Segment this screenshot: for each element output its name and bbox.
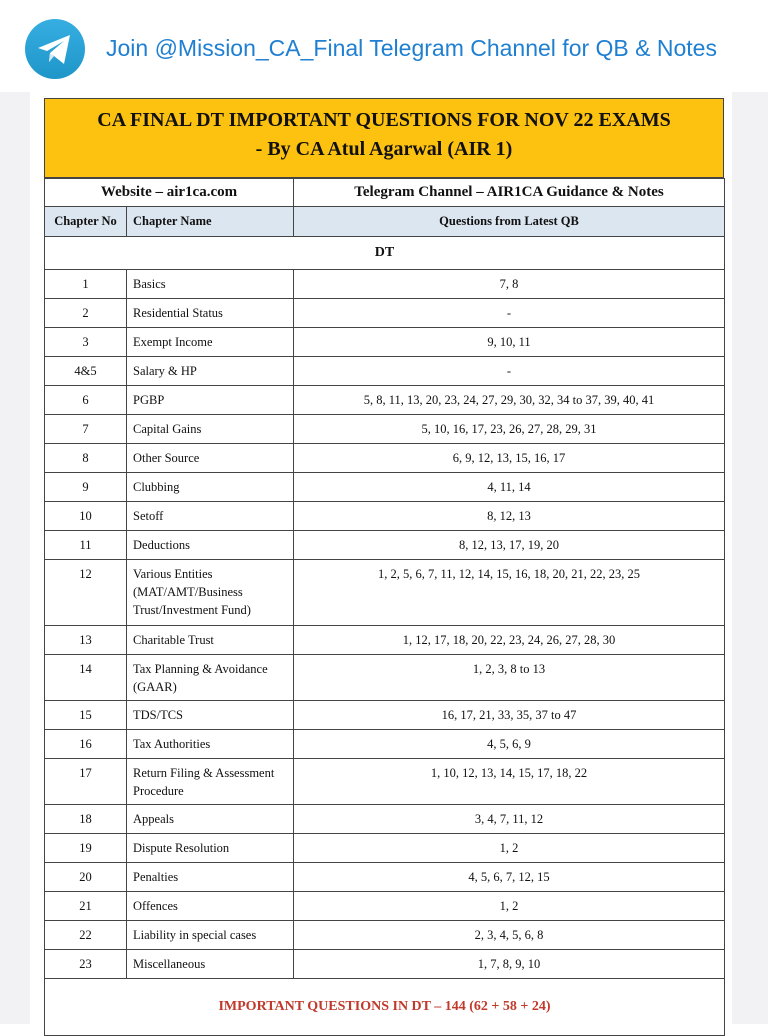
- questions-cell: -: [294, 299, 725, 328]
- chapter-no-cell: 6: [45, 386, 127, 415]
- chapter-name-cell: Deductions: [127, 531, 294, 560]
- questions-cell: 9, 10, 11: [294, 328, 725, 357]
- section-row: [45, 237, 725, 270]
- chapter-name-cell: Offences: [127, 892, 294, 921]
- telegram-label: Telegram Channel – AIR1CA Guidance & Notes: [294, 179, 725, 207]
- chapter-name-cell: Capital Gains: [127, 415, 294, 444]
- table-body: [45, 270, 725, 979]
- questions-cell: 1, 2: [294, 892, 725, 921]
- document-title: CA FINAL DT IMPORTANT QUESTIONS FOR NOV 22 EXAMS: [97, 109, 671, 131]
- column-chapter-name: Chapter Name: [127, 207, 294, 237]
- table-row: [45, 415, 725, 444]
- questions-cell: 8, 12, 13, 17, 19, 20: [294, 531, 725, 560]
- chapter-name-cell: Liability in special cases: [127, 921, 294, 950]
- chapter-name-cell: Residential Status: [127, 299, 294, 328]
- chapter-name-cell: Various Entities (MAT/AMT/Business Trust/Investment Fund): [127, 560, 294, 626]
- section-label: DT: [45, 237, 725, 270]
- footer-row: [45, 979, 725, 1036]
- table-row: [45, 701, 725, 730]
- questions-cell: 4, 11, 14: [294, 473, 725, 502]
- telegram-channel-link[interactable]: Join @Mission_CA_Final Telegram Channel for QB & Notes: [106, 35, 717, 61]
- footer-summary: IMPORTANT QUESTIONS IN DT – 144 (62 + 58 + 24): [45, 979, 725, 1036]
- table-row: [45, 531, 725, 560]
- chapter-name-cell: Penalties: [127, 863, 294, 892]
- table-row: [45, 655, 725, 701]
- chapter-no-cell: 10: [45, 502, 127, 531]
- table-row: [45, 892, 725, 921]
- questions-cell: 1, 2, 5, 6, 7, 11, 12, 14, 15, 16, 18, 20, 21, 22, 23, 25: [294, 560, 725, 626]
- chapter-no-cell: 4&5: [45, 357, 127, 386]
- questions-cell: 4, 5, 6, 7, 12, 15: [294, 863, 725, 892]
- table-row: [45, 950, 725, 979]
- telegram-icon[interactable]: [24, 18, 86, 80]
- chapter-name-cell: Dispute Resolution: [127, 834, 294, 863]
- questions-cell: 5, 10, 16, 17, 23, 26, 27, 28, 29, 31: [294, 415, 725, 444]
- chapter-no-cell: 17: [45, 759, 127, 805]
- table-row: [45, 805, 725, 834]
- chapter-no-cell: 22: [45, 921, 127, 950]
- chapter-no-cell: 12: [45, 560, 127, 626]
- chapter-name-cell: Charitable Trust: [127, 626, 294, 655]
- table-header: [45, 207, 725, 237]
- chapter-no-cell: 11: [45, 531, 127, 560]
- questions-cell: 8, 12, 13: [294, 502, 725, 531]
- chapter-no-cell: 16: [45, 730, 127, 759]
- chapter-no-cell: 15: [45, 701, 127, 730]
- document-author: - By CA Atul Agarwal (AIR 1): [255, 138, 513, 160]
- table-row: [45, 759, 725, 805]
- chapter-name-cell: Basics: [127, 270, 294, 299]
- table-row: [45, 270, 725, 299]
- questions-cell: 3, 4, 7, 11, 12: [294, 805, 725, 834]
- chapter-no-cell: 7: [45, 415, 127, 444]
- chapter-no-cell: 3: [45, 328, 127, 357]
- chapter-name-cell: Setoff: [127, 502, 294, 531]
- document-title-box: [44, 98, 724, 178]
- document-content: [44, 98, 724, 1036]
- questions-cell: 6, 9, 12, 13, 15, 16, 17: [294, 444, 725, 473]
- table-row: [45, 834, 725, 863]
- chapter-no-cell: 19: [45, 834, 127, 863]
- column-chapter-no: Chapter No: [45, 207, 127, 237]
- table-row: [45, 299, 725, 328]
- questions-cell: 2, 3, 4, 5, 6, 8: [294, 921, 725, 950]
- table-row: [45, 328, 725, 357]
- chapter-no-cell: 18: [45, 805, 127, 834]
- questions-cell: 1, 2, 3, 8 to 13: [294, 655, 725, 701]
- chapter-no-cell: 23: [45, 950, 127, 979]
- table-row: [45, 863, 725, 892]
- telegram-banner[interactable]: [0, 0, 768, 92]
- table-row: [45, 473, 725, 502]
- questions-cell: 4, 5, 6, 9: [294, 730, 725, 759]
- questions-cell: 7, 8: [294, 270, 725, 299]
- chapter-name-cell: Tax Authorities: [127, 730, 294, 759]
- questions-cell: 1, 2: [294, 834, 725, 863]
- table-row: [45, 560, 725, 626]
- questions-cell: 5, 8, 11, 13, 20, 23, 24, 27, 29, 30, 32, 34 to 37, 39, 40, 41: [294, 386, 725, 415]
- chapter-no-cell: 20: [45, 863, 127, 892]
- table-row: [45, 502, 725, 531]
- chapter-name-cell: Exempt Income: [127, 328, 294, 357]
- questions-cell: 1, 12, 17, 18, 20, 22, 23, 24, 26, 27, 28, 30: [294, 626, 725, 655]
- table-row: [45, 921, 725, 950]
- table-row: [45, 386, 725, 415]
- questions-table: [44, 178, 725, 1036]
- table-row: [45, 444, 725, 473]
- chapter-no-cell: 13: [45, 626, 127, 655]
- questions-cell: -: [294, 357, 725, 386]
- column-questions: Questions from Latest QB: [294, 207, 725, 237]
- chapter-name-cell: Clubbing: [127, 473, 294, 502]
- links-row: [45, 179, 725, 207]
- chapter-no-cell: 2: [45, 299, 127, 328]
- questions-cell: 16, 17, 21, 33, 35, 37 to 47: [294, 701, 725, 730]
- chapter-name-cell: Salary & HP: [127, 357, 294, 386]
- chapter-no-cell: 8: [45, 444, 127, 473]
- chapter-name-cell: PGBP: [127, 386, 294, 415]
- chapter-name-cell: TDS/TCS: [127, 701, 294, 730]
- chapter-name-cell: Return Filing & Assessment Procedure: [127, 759, 294, 805]
- questions-cell: 1, 10, 12, 13, 14, 15, 17, 18, 22: [294, 759, 725, 805]
- chapter-no-cell: 21: [45, 892, 127, 921]
- chapter-name-cell: Miscellaneous: [127, 950, 294, 979]
- website-label: Website – air1ca.com: [45, 179, 294, 207]
- chapter-no-cell: 14: [45, 655, 127, 701]
- chapter-no-cell: 1: [45, 270, 127, 299]
- chapter-name-cell: Appeals: [127, 805, 294, 834]
- chapter-name-cell: Tax Planning & Avoidance (GAAR): [127, 655, 294, 701]
- questions-cell: 1, 7, 8, 9, 10: [294, 950, 725, 979]
- table-row: [45, 357, 725, 386]
- table-row: [45, 626, 725, 655]
- table-row: [45, 730, 725, 759]
- chapter-name-cell: Other Source: [127, 444, 294, 473]
- chapter-no-cell: 9: [45, 473, 127, 502]
